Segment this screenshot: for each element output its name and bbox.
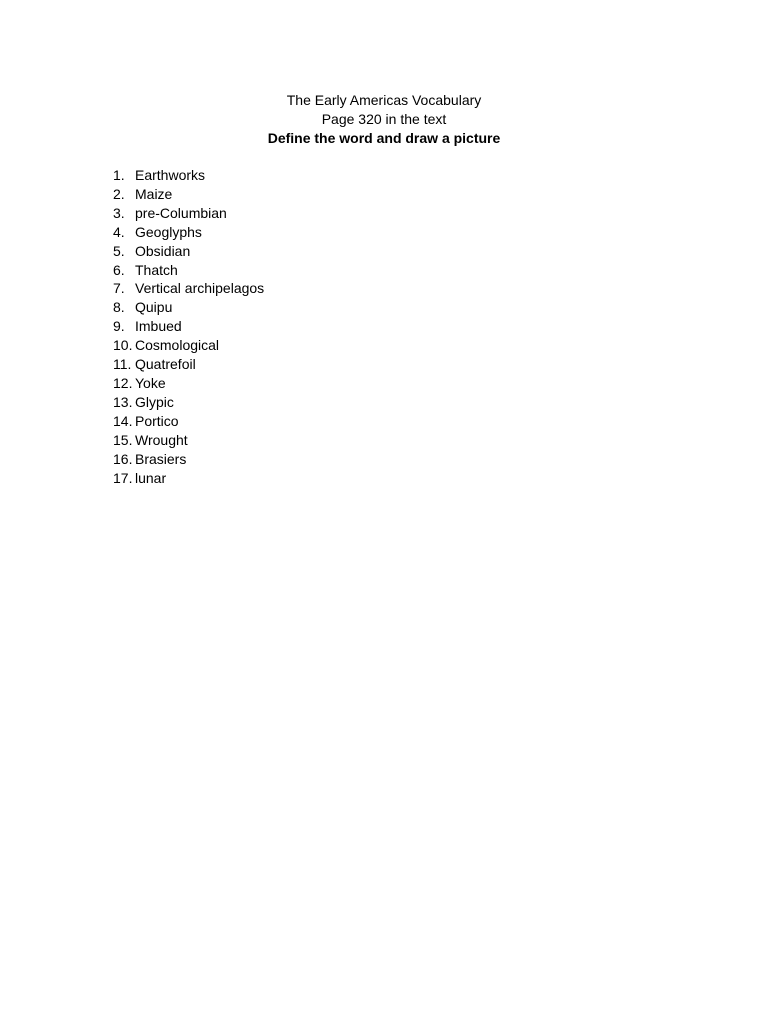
list-item [113, 412, 264, 431]
list-item [113, 450, 264, 469]
list-item [113, 242, 264, 261]
list-item [113, 261, 264, 280]
item-number: 6. [113, 261, 125, 278]
vocab-term: lunar [135, 469, 167, 486]
item-number: 5. [113, 242, 125, 259]
vocab-term: Maize [135, 185, 173, 202]
vocab-term: Quipu [135, 299, 173, 316]
vocab-term: Thatch [135, 261, 178, 278]
item-number: 3. [113, 204, 125, 221]
list-item [113, 166, 264, 185]
vocab-term: Earthworks [135, 167, 206, 183]
vocab-term: Brasiers [135, 450, 187, 467]
item-number: 10. [113, 337, 133, 354]
list-item [113, 317, 264, 336]
item-number: 16. [113, 450, 133, 467]
item-number: 12. [113, 374, 133, 391]
list-item [113, 374, 264, 393]
list-item [113, 469, 264, 488]
item-number: 17. [113, 469, 133, 486]
item-number: 7. [113, 280, 125, 297]
vocab-term: Vertical archipelagos [135, 280, 265, 297]
vocab-term: pre-Columbian [135, 204, 227, 221]
list-item [113, 431, 264, 450]
vocab-term: Portico [135, 412, 179, 429]
vocab-term: Imbued [135, 318, 182, 335]
vocab-term: Geoglyphs [135, 223, 202, 240]
item-number: 2. [113, 185, 125, 202]
list-item [113, 279, 264, 298]
item-number: 9. [113, 318, 125, 335]
vocab-term: Cosmological [135, 337, 220, 354]
list-item [113, 204, 264, 223]
vocab-term: Obsidian [135, 242, 191, 259]
item-number: 11. [113, 356, 132, 373]
vocabulary-list [113, 166, 264, 487]
document-title: The Early Americas Vocabulary [286, 92, 482, 108]
list-item [113, 185, 264, 204]
vocab-term: Yoke [135, 374, 166, 391]
item-number: 8. [113, 299, 125, 316]
vocab-term: Wrought [135, 431, 188, 448]
vocab-term: Quatrefoil [135, 356, 196, 373]
item-number: 14. [113, 412, 133, 429]
list-item [113, 336, 264, 355]
document-header [0, 91, 768, 148]
instruction-text: Define the word and draw a picture [267, 130, 501, 146]
list-item [113, 393, 264, 412]
item-number: 13. [113, 393, 133, 410]
vocab-term: Glypic [135, 393, 174, 410]
item-number: 15. [113, 431, 133, 448]
page-reference: Page 320 in the text [321, 111, 447, 127]
item-number: 1. [113, 167, 125, 183]
list-item [113, 355, 264, 374]
list-item [113, 223, 264, 242]
list-item [113, 298, 264, 317]
item-number: 4. [113, 223, 125, 240]
